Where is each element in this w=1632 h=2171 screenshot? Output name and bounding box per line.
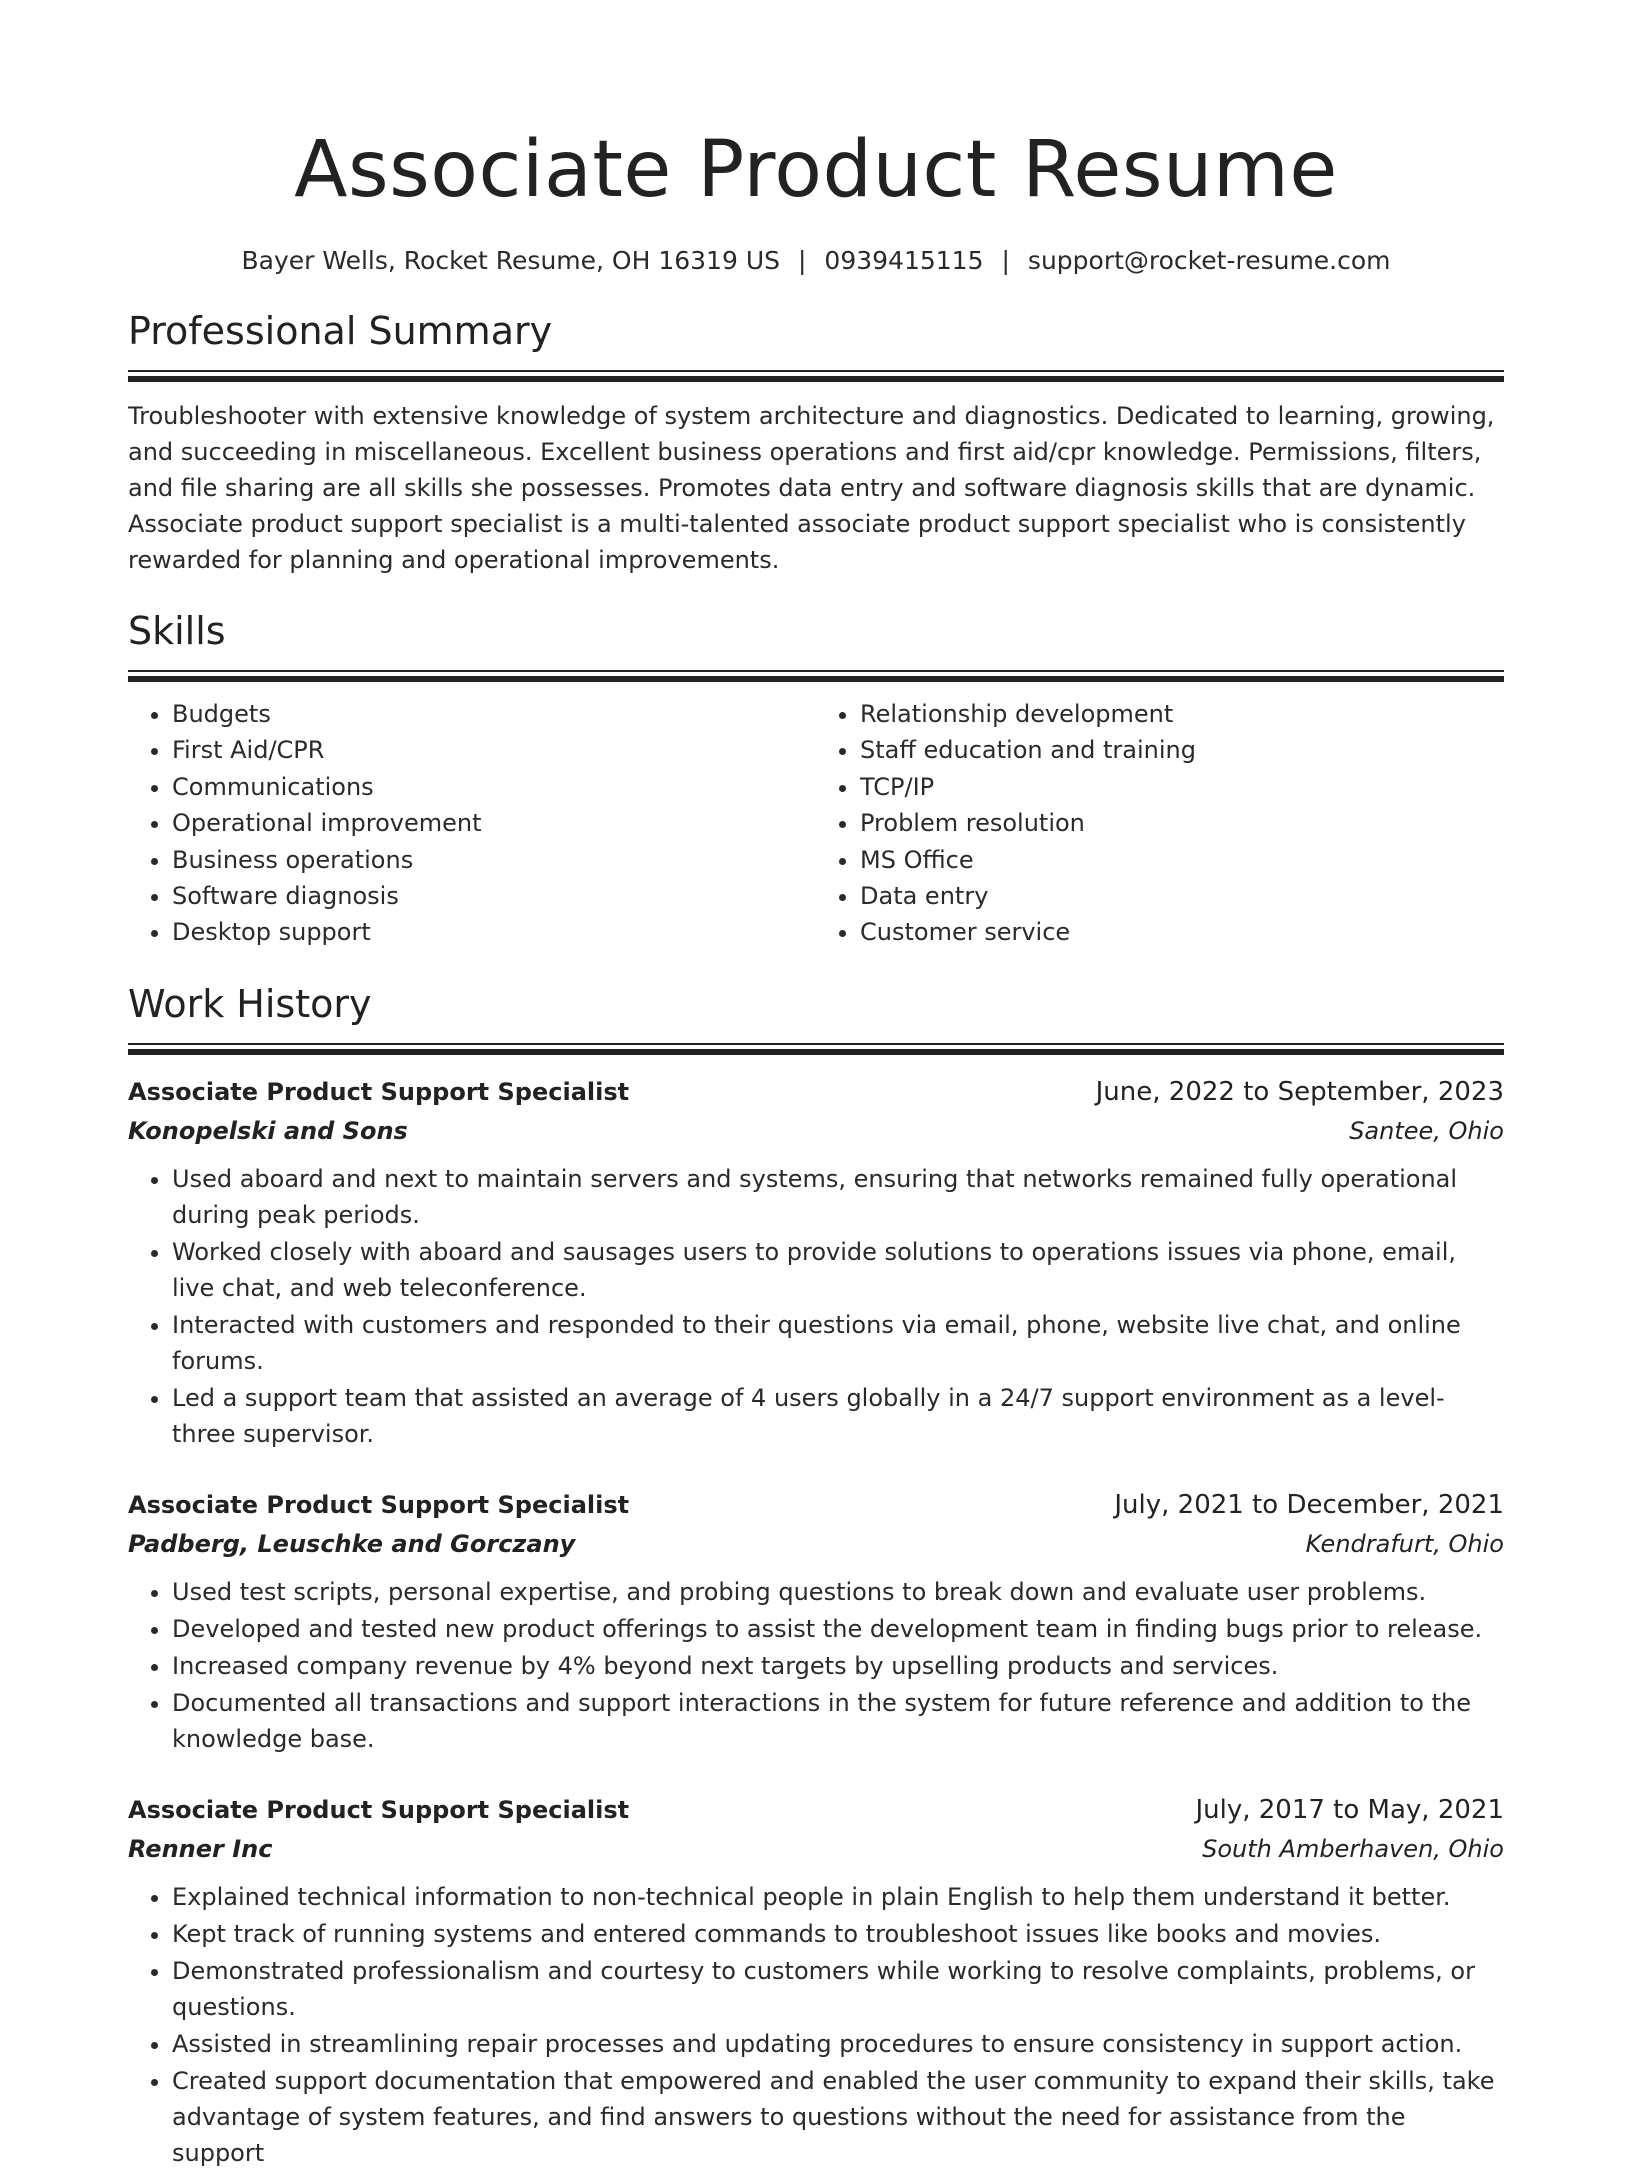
job-dates: July, 2021 to December, 2021 xyxy=(1114,1489,1504,1520)
job-title: Associate Product Support Specialist xyxy=(128,1077,630,1106)
section-heading-skills: Skills xyxy=(128,609,226,653)
job-bullet: • Kept track of running systems and entered commands to troubleshoot issues like books and movies. xyxy=(172,1916,1504,1952)
job-bullet: • Led a support team that assisted an average of 4 users globally in a 24/7 support environment as a level-three supervisor. xyxy=(172,1380,1504,1452)
job-bullet-list xyxy=(128,1574,1504,1757)
job-bullet-list xyxy=(128,1161,1504,1452)
skills-column-left xyxy=(128,696,816,951)
skill-item: • Data entry xyxy=(860,878,1504,914)
job-header-row xyxy=(128,1791,1504,1829)
job-dates: July, 2017 to May, 2021 xyxy=(1195,1794,1504,1825)
section-work-history xyxy=(128,979,1504,2171)
skill-item: • Staff education and training xyxy=(860,732,1504,768)
job-company: Renner Inc xyxy=(128,1834,273,1863)
job-employer-row xyxy=(128,1524,1504,1564)
job-bullet-list xyxy=(128,1879,1504,2171)
contact-email: support@rocket-resume.com xyxy=(1027,246,1391,275)
section-heading-summary: Professional Summary xyxy=(128,309,553,353)
skill-item: • Desktop support xyxy=(172,914,816,950)
skill-item: • Business operations xyxy=(172,842,816,878)
job-bullet: • Explained technical information to non-technical people in plain English to help them understand it better. xyxy=(172,1879,1504,1915)
job-bullet: • Used aboard and next to maintain servers and systems, ensuring that networks remained fully operational during peak periods. xyxy=(172,1161,1504,1233)
job-bullet: • Created support documentation that empowered and enabled the user community to expand their skills, take advantage of system features, and find answers to questions without the need for assistance from the support xyxy=(172,2063,1504,2171)
job-company: Konopelski and Sons xyxy=(128,1116,408,1145)
job-header-row xyxy=(128,1486,1504,1524)
contact-line xyxy=(128,244,1504,278)
section-divider xyxy=(128,1043,1504,1055)
contact-phone: 0939415115 xyxy=(824,246,984,275)
job-bullet: • Assisted in streamlining repair processes and updating procedures to ensure consistency in support action. xyxy=(172,2026,1504,2062)
job-bullet: • Worked closely with aboard and sausages users to provide solutions to operations issues via phone, email, live chat, and web teleconference. xyxy=(172,1234,1504,1306)
contact-address: Bayer Wells, Rocket Resume, OH 16319 US xyxy=(241,246,780,275)
skill-item: • Communications xyxy=(172,769,816,805)
job-header-row xyxy=(128,1073,1504,1111)
job-location: South Amberhaven, Ohio xyxy=(1202,1834,1504,1863)
resume-title: Associate Product Resume xyxy=(294,125,1338,215)
job-bullet: • Developed and tested new product offerings to assist the development team in finding bugs prior to release. xyxy=(172,1611,1504,1647)
section-divider xyxy=(128,370,1504,382)
section-divider xyxy=(128,670,1504,682)
job-location: Kendrafurt, Ohio xyxy=(1305,1529,1504,1558)
job-bullet: • Documented all transactions and support interactions in the system for future reference and addition to the knowledge base. xyxy=(172,1685,1504,1757)
section-professional-summary xyxy=(128,306,1504,578)
skill-item: • Budgets xyxy=(172,696,816,732)
job-employer-row xyxy=(128,1111,1504,1151)
job-bullet: • Demonstrated professionalism and courtesy to customers while working to resolve complaints, problems, or questions. xyxy=(172,1953,1504,2025)
job-employer-row xyxy=(128,1829,1504,1869)
skill-item: • Customer service xyxy=(860,914,1504,950)
contact-separator: | xyxy=(1001,246,1010,275)
skill-item: • Operational improvement xyxy=(172,805,816,841)
job-bullet: • Used test scripts, personal expertise, and probing questions to break down and evaluate user problems. xyxy=(172,1574,1504,1610)
skills-column-right xyxy=(816,696,1504,951)
job-bullet: • Interacted with customers and responded to their questions via email, phone, website live chat, and online forums. xyxy=(172,1307,1504,1379)
skill-item: • MS Office xyxy=(860,842,1504,878)
job-company: Padberg, Leuschke and Gorczany xyxy=(128,1529,576,1558)
job-title: Associate Product Support Specialist xyxy=(128,1795,630,1824)
skill-item: • Relationship development xyxy=(860,696,1504,732)
skill-item: • Problem resolution xyxy=(860,805,1504,841)
job-dates: June, 2022 to September, 2023 xyxy=(1095,1076,1504,1107)
contact-separator: | xyxy=(797,246,807,275)
job-entry xyxy=(128,1073,1504,1452)
job-entry xyxy=(128,1791,1504,2171)
job-bullet: • Increased company revenue by 4% beyond next targets by upselling products and services. xyxy=(172,1648,1504,1684)
section-skills xyxy=(128,606,1504,951)
job-entry xyxy=(128,1486,1504,1757)
summary-text: Troubleshooter with extensive knowledge of system architecture and diagnostics. Dedicated to learning, growing, and succeeding in miscellaneous. Excellent business operations and first aid/cpr knowledge. Permissions, filters, and file sharing are all skills she possesses. Promotes data entry and software diagnosis skills that are dynamic. Associate product support specialist is a multi-talented associate product support specialist who is consistently rewarded for planning and operational improvements. xyxy=(128,402,1495,574)
job-location: Santee, Ohio xyxy=(1349,1116,1504,1145)
skill-item: • First Aid/CPR xyxy=(172,732,816,768)
skill-item: • Software diagnosis xyxy=(172,878,816,914)
section-heading-work-history: Work History xyxy=(128,981,372,1026)
skill-item: • TCP/IP xyxy=(860,769,1504,805)
skills-grid xyxy=(128,696,1504,951)
job-title: Associate Product Support Specialist xyxy=(128,1490,630,1519)
